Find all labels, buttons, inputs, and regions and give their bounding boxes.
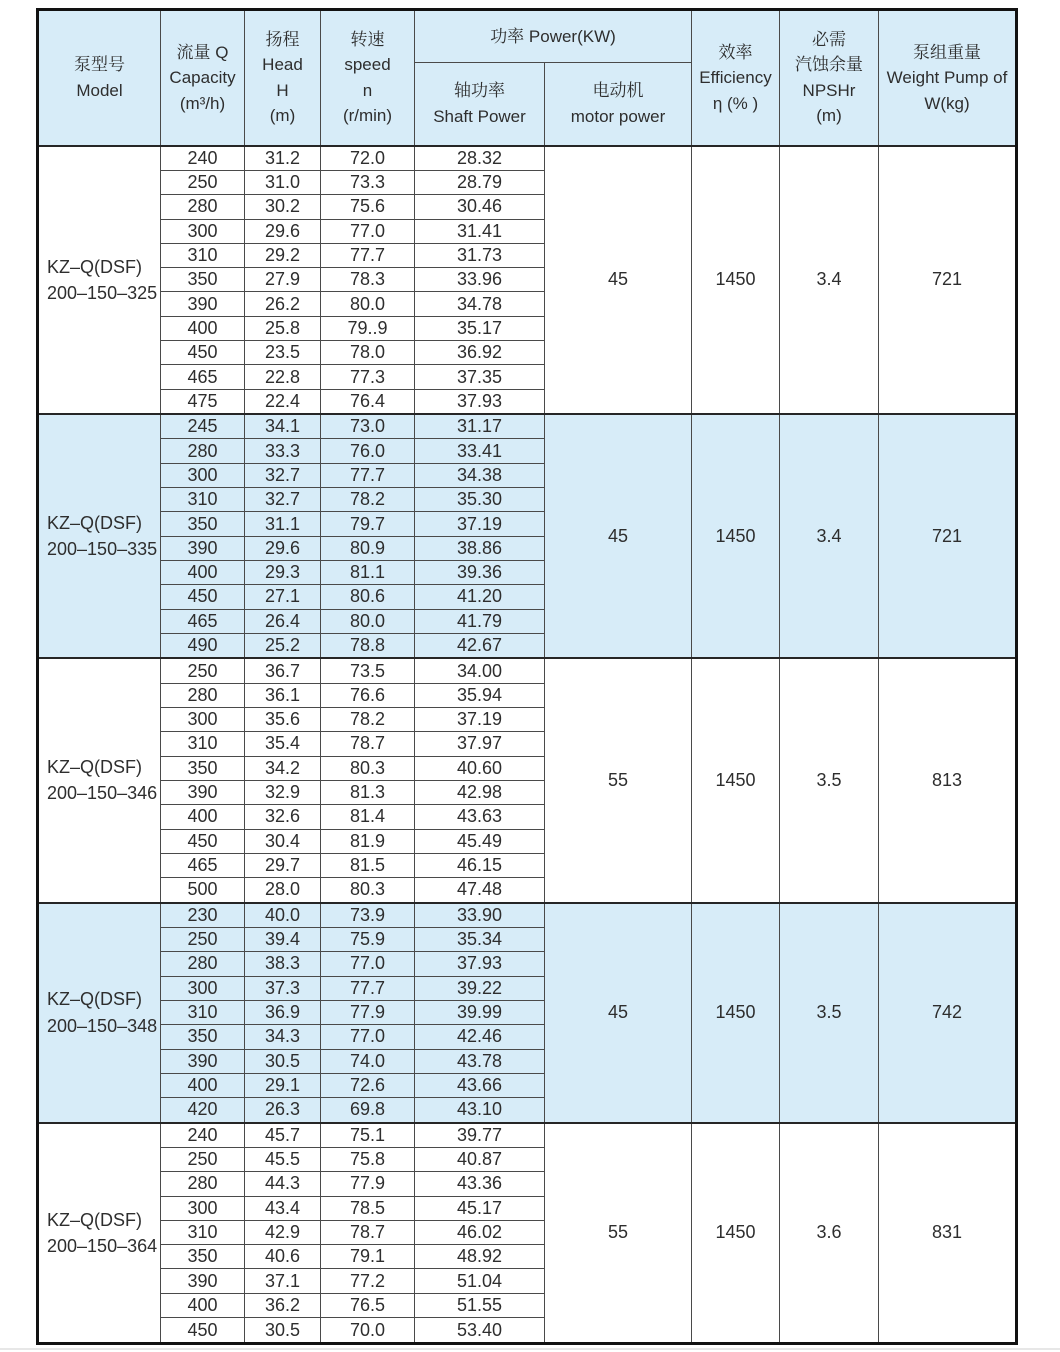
col-header-weight-zh: 泵组重量 xyxy=(913,42,981,62)
head-cell: 32.6 xyxy=(245,805,321,829)
shaft-power-cell: 46.15 xyxy=(415,853,545,877)
model-line1: KZ–Q(DSF) xyxy=(47,1209,143,1230)
head-cell: 45.5 xyxy=(245,1147,321,1171)
motor-power-cell: 45 xyxy=(545,414,692,658)
speed-cell: 70.0 xyxy=(321,1318,415,1344)
capacity-cell: 400 xyxy=(161,1293,245,1317)
capacity-cell: 350 xyxy=(161,1025,245,1049)
shaft-power-cell: 37.97 xyxy=(415,732,545,756)
model-line1: KZ–Q(DSF) xyxy=(47,256,143,277)
shaft-power-cell: 41.20 xyxy=(415,585,545,609)
shaft-power-cell: 53.40 xyxy=(415,1318,545,1344)
model-line2: 200–150–348 xyxy=(47,1015,158,1036)
head-cell: 32.9 xyxy=(245,780,321,804)
shaft-power-cell: 34.78 xyxy=(415,292,545,316)
col-header-model xyxy=(38,10,161,146)
speed-cell: 75.9 xyxy=(321,927,415,951)
col-header-head-zh: 扬程 xyxy=(265,29,300,49)
col-header-motor-power-zh: 电动机 xyxy=(592,81,644,101)
speed-cell: 81.3 xyxy=(321,780,415,804)
capacity-cell: 465 xyxy=(161,853,245,877)
head-cell: 43.4 xyxy=(245,1196,321,1220)
speed-cell: 80.0 xyxy=(321,292,415,316)
model-line2: 200–150–335 xyxy=(47,539,158,560)
head-cell: 44.3 xyxy=(245,1172,321,1196)
capacity-cell: 310 xyxy=(161,732,245,756)
capacity-cell: 350 xyxy=(161,756,245,780)
shaft-power-cell: 28.32 xyxy=(415,146,545,171)
head-cell: 31.1 xyxy=(245,512,321,536)
pump-spec-table xyxy=(36,8,1018,1345)
shaft-power-cell: 42.67 xyxy=(415,633,545,658)
col-header-npshr-zh1: 必需 xyxy=(812,29,846,49)
capacity-cell: 450 xyxy=(161,829,245,853)
shaft-power-cell: 43.66 xyxy=(415,1073,545,1097)
shaft-power-cell: 39.22 xyxy=(415,976,545,1000)
shaft-power-cell: 31.17 xyxy=(415,414,545,439)
capacity-cell: 240 xyxy=(161,146,245,171)
capacity-cell: 250 xyxy=(161,927,245,951)
shaft-power-cell: 39.77 xyxy=(415,1123,545,1148)
head-cell: 29.3 xyxy=(245,561,321,585)
npshr-cell: 3.4 xyxy=(780,414,879,658)
col-header-weight xyxy=(879,10,1017,146)
shaft-power-cell: 36.92 xyxy=(415,341,545,365)
capacity-cell: 250 xyxy=(161,658,245,683)
col-header-efficiency-en: Efficiency xyxy=(699,68,772,87)
capacity-cell: 400 xyxy=(161,1073,245,1097)
capacity-cell: 280 xyxy=(161,1172,245,1196)
shaft-power-cell: 43.78 xyxy=(415,1049,545,1073)
speed-cell: 76.6 xyxy=(321,683,415,707)
speed-cell: 73.3 xyxy=(321,170,415,194)
speed-cell: 69.8 xyxy=(321,1098,415,1123)
col-header-npshr xyxy=(780,10,879,146)
col-header-model-zh: 泵型号 xyxy=(74,55,125,75)
col-header-capacity-unit: (m³/h) xyxy=(179,93,226,113)
shaft-power-cell: 30.46 xyxy=(415,195,545,219)
shaft-power-cell: 46.02 xyxy=(415,1220,545,1244)
capacity-cell: 310 xyxy=(161,488,245,512)
speed-cell: 77.2 xyxy=(321,1269,415,1293)
col-header-model-en: Model xyxy=(76,80,123,100)
speed-cell: 75.1 xyxy=(321,1123,415,1148)
speed-cell: 73.0 xyxy=(321,414,415,439)
model-line1: KZ–Q(DSF) xyxy=(47,989,143,1010)
shaft-power-cell: 35.94 xyxy=(415,683,545,707)
head-cell: 31.2 xyxy=(245,146,321,171)
head-cell: 29.6 xyxy=(245,219,321,243)
col-header-head xyxy=(245,10,321,146)
head-cell: 36.7 xyxy=(245,658,321,683)
capacity-cell: 230 xyxy=(161,903,245,928)
npshr-cell: 3.5 xyxy=(780,903,879,1123)
shaft-power-cell: 35.30 xyxy=(415,488,545,512)
speed-cell: 73.9 xyxy=(321,903,415,928)
speed-cell: 75.8 xyxy=(321,1147,415,1171)
capacity-cell: 400 xyxy=(161,316,245,340)
head-cell: 31.0 xyxy=(245,170,321,194)
head-cell: 27.9 xyxy=(245,268,321,292)
capacity-cell: 475 xyxy=(161,389,245,414)
speed-cell: 79.7 xyxy=(321,512,415,536)
capacity-cell: 465 xyxy=(161,609,245,633)
model-line1: KZ–Q(DSF) xyxy=(47,513,143,534)
weight-cell: 831 xyxy=(879,1123,1017,1344)
capacity-cell: 420 xyxy=(161,1098,245,1123)
col-header-shaft-power-en: Shaft Power xyxy=(433,106,526,126)
col-header-npshr-unit: (m) xyxy=(816,106,842,126)
head-cell: 38.3 xyxy=(245,952,321,976)
head-cell: 26.3 xyxy=(245,1098,321,1123)
head-cell: 27.1 xyxy=(245,585,321,609)
head-cell: 42.9 xyxy=(245,1220,321,1244)
shaft-power-cell: 35.17 xyxy=(415,316,545,340)
capacity-cell: 390 xyxy=(161,1269,245,1293)
capacity-cell: 300 xyxy=(161,463,245,487)
col-header-efficiency-unit: η (% ) xyxy=(712,93,759,113)
head-cell: 35.4 xyxy=(245,732,321,756)
capacity-cell: 390 xyxy=(161,292,245,316)
model-line1: KZ–Q(DSF) xyxy=(47,757,143,778)
efficiency-cell: 1450 xyxy=(692,903,780,1123)
capacity-cell: 350 xyxy=(161,268,245,292)
speed-cell: 77.7 xyxy=(321,243,415,267)
capacity-cell: 310 xyxy=(161,1000,245,1024)
col-header-weight-unit: W(kg) xyxy=(924,93,970,113)
col-header-power-group xyxy=(415,10,692,63)
shaft-power-cell: 33.41 xyxy=(415,439,545,463)
col-header-speed-en: speed xyxy=(344,55,391,75)
capacity-cell: 400 xyxy=(161,805,245,829)
weight-cell: 742 xyxy=(879,903,1017,1123)
table-row xyxy=(38,1123,1017,1148)
speed-cell: 75.6 xyxy=(321,195,415,219)
motor-power-cell: 55 xyxy=(545,1123,692,1344)
capacity-cell: 300 xyxy=(161,1196,245,1220)
model-line2: 200–150–325 xyxy=(47,282,158,303)
shaft-power-cell: 33.96 xyxy=(415,268,545,292)
table-row xyxy=(38,146,1017,171)
col-header-motor-power-en: motor power xyxy=(570,106,666,126)
shaft-power-cell: 45.17 xyxy=(415,1196,545,1220)
col-header-capacity xyxy=(161,10,245,146)
col-header-head-unit: (m) xyxy=(269,106,296,126)
head-cell: 29.2 xyxy=(245,243,321,267)
shaft-power-cell: 43.36 xyxy=(415,1172,545,1196)
head-cell: 32.7 xyxy=(245,463,321,487)
table-body xyxy=(38,146,1017,1344)
npshr-cell: 3.4 xyxy=(780,146,879,415)
shaft-power-cell: 39.36 xyxy=(415,561,545,585)
speed-cell: 77.3 xyxy=(321,365,415,389)
shaft-power-cell: 37.93 xyxy=(415,952,545,976)
efficiency-cell: 1450 xyxy=(692,146,780,415)
head-cell: 40.6 xyxy=(245,1245,321,1269)
head-cell: 28.0 xyxy=(245,878,321,903)
head-cell: 35.6 xyxy=(245,708,321,732)
capacity-cell: 310 xyxy=(161,1220,245,1244)
speed-cell: 77.9 xyxy=(321,1172,415,1196)
head-cell: 29.7 xyxy=(245,853,321,877)
shaft-power-cell: 37.93 xyxy=(415,389,545,414)
shaft-power-cell: 31.73 xyxy=(415,243,545,267)
speed-cell: 81.9 xyxy=(321,829,415,853)
capacity-cell: 300 xyxy=(161,708,245,732)
shaft-power-cell: 34.00 xyxy=(415,658,545,683)
shaft-power-cell: 48.92 xyxy=(415,1245,545,1269)
shaft-power-cell: 28.79 xyxy=(415,170,545,194)
speed-cell: 78.2 xyxy=(321,488,415,512)
capacity-cell: 245 xyxy=(161,414,245,439)
speed-cell: 72.6 xyxy=(321,1073,415,1097)
col-header-head-en: Head xyxy=(262,55,303,75)
head-cell: 22.4 xyxy=(245,389,321,414)
weight-cell: 721 xyxy=(879,414,1017,658)
head-cell: 30.5 xyxy=(245,1318,321,1344)
table-header xyxy=(38,10,1017,146)
speed-cell: 77.0 xyxy=(321,219,415,243)
capacity-cell: 450 xyxy=(161,341,245,365)
head-cell: 26.4 xyxy=(245,609,321,633)
shaft-power-cell: 37.19 xyxy=(415,512,545,536)
col-header-speed-symbol: n xyxy=(362,80,373,100)
col-header-capacity-zh: 流量 Q xyxy=(176,42,229,62)
col-header-motor-power xyxy=(545,63,692,146)
table-row xyxy=(38,414,1017,439)
speed-cell: 77.7 xyxy=(321,463,415,487)
capacity-cell: 310 xyxy=(161,243,245,267)
head-cell: 29.6 xyxy=(245,536,321,560)
speed-cell: 80.6 xyxy=(321,585,415,609)
shaft-power-cell: 37.19 xyxy=(415,708,545,732)
table-row xyxy=(38,658,1017,683)
col-header-shaft-power-zh: 轴功率 xyxy=(454,81,505,101)
npshr-cell: 3.6 xyxy=(780,1123,879,1344)
speed-cell: 78.5 xyxy=(321,1196,415,1220)
head-cell: 30.5 xyxy=(245,1049,321,1073)
col-header-weight-en: Weight Pump of xyxy=(886,68,1008,87)
col-header-efficiency xyxy=(692,10,780,146)
speed-cell: 80.9 xyxy=(321,536,415,560)
shaft-power-cell: 31.41 xyxy=(415,219,545,243)
speed-cell: 77.9 xyxy=(321,1000,415,1024)
head-cell: 26.2 xyxy=(245,292,321,316)
speed-cell: 81.4 xyxy=(321,805,415,829)
shaft-power-cell: 42.98 xyxy=(415,780,545,804)
head-cell: 34.2 xyxy=(245,756,321,780)
model-cell xyxy=(38,1123,161,1344)
speed-cell: 81.5 xyxy=(321,853,415,877)
shaft-power-cell: 51.04 xyxy=(415,1269,545,1293)
speed-cell: 76.5 xyxy=(321,1293,415,1317)
shaft-power-cell: 45.49 xyxy=(415,829,545,853)
col-header-npshr-zh2: 汽蚀余量 xyxy=(795,55,863,75)
head-cell: 29.1 xyxy=(245,1073,321,1097)
col-header-speed-zh: 转速 xyxy=(350,29,385,49)
speed-cell: 78.2 xyxy=(321,708,415,732)
shaft-power-cell: 51.55 xyxy=(415,1293,545,1317)
shaft-power-cell: 34.38 xyxy=(415,463,545,487)
head-cell: 37.1 xyxy=(245,1269,321,1293)
speed-cell: 78.0 xyxy=(321,341,415,365)
capacity-cell: 280 xyxy=(161,683,245,707)
head-cell: 39.4 xyxy=(245,927,321,951)
shaft-power-cell: 43.63 xyxy=(415,805,545,829)
capacity-cell: 300 xyxy=(161,976,245,1000)
head-cell: 45.7 xyxy=(245,1123,321,1148)
head-cell: 25.2 xyxy=(245,633,321,658)
shaft-power-cell: 47.48 xyxy=(415,878,545,903)
capacity-cell: 300 xyxy=(161,219,245,243)
shaft-power-cell: 35.34 xyxy=(415,927,545,951)
efficiency-cell: 1450 xyxy=(692,414,780,658)
model-cell xyxy=(38,146,161,415)
head-cell: 25.8 xyxy=(245,316,321,340)
speed-cell: 78.8 xyxy=(321,633,415,658)
col-header-capacity-en: Capacity xyxy=(169,68,236,87)
col-header-shaft-power xyxy=(415,63,545,146)
shaft-power-cell: 40.87 xyxy=(415,1147,545,1171)
capacity-cell: 450 xyxy=(161,585,245,609)
capacity-cell: 350 xyxy=(161,512,245,536)
head-cell: 22.8 xyxy=(245,365,321,389)
capacity-cell: 280 xyxy=(161,195,245,219)
efficiency-cell: 1450 xyxy=(692,658,780,902)
head-cell: 34.1 xyxy=(245,414,321,439)
head-cell: 36.1 xyxy=(245,683,321,707)
model-line2: 200–150–364 xyxy=(47,1235,158,1256)
head-cell: 23.5 xyxy=(245,341,321,365)
speed-cell: 76.0 xyxy=(321,439,415,463)
shaft-power-cell: 33.90 xyxy=(415,903,545,928)
head-cell: 36.2 xyxy=(245,1293,321,1317)
col-header-npshr-en: NPSHr xyxy=(802,80,856,100)
head-cell: 34.3 xyxy=(245,1025,321,1049)
efficiency-cell: 1450 xyxy=(692,1123,780,1344)
col-header-efficiency-zh: 效率 xyxy=(718,42,753,62)
speed-cell: 79..9 xyxy=(321,316,415,340)
page-edge-shadow xyxy=(0,1348,1060,1350)
shaft-power-cell: 40.60 xyxy=(415,756,545,780)
capacity-cell: 250 xyxy=(161,1147,245,1171)
motor-power-cell: 45 xyxy=(545,903,692,1123)
shaft-power-cell: 42.46 xyxy=(415,1025,545,1049)
model-cell xyxy=(38,414,161,658)
table-row xyxy=(38,903,1017,928)
speed-cell: 80.3 xyxy=(321,756,415,780)
capacity-cell: 350 xyxy=(161,1245,245,1269)
shaft-power-cell: 37.35 xyxy=(415,365,545,389)
speed-cell: 79.1 xyxy=(321,1245,415,1269)
col-header-speed xyxy=(321,10,415,146)
speed-cell: 78.3 xyxy=(321,268,415,292)
speed-cell: 77.0 xyxy=(321,952,415,976)
capacity-cell: 500 xyxy=(161,878,245,903)
motor-power-cell: 55 xyxy=(545,658,692,902)
capacity-cell: 280 xyxy=(161,952,245,976)
speed-cell: 80.3 xyxy=(321,878,415,903)
capacity-cell: 465 xyxy=(161,365,245,389)
motor-power-cell: 45 xyxy=(545,146,692,415)
head-cell: 30.4 xyxy=(245,829,321,853)
weight-cell: 813 xyxy=(879,658,1017,902)
speed-cell: 73.5 xyxy=(321,658,415,683)
speed-cell: 76.4 xyxy=(321,389,415,414)
head-cell: 32.7 xyxy=(245,488,321,512)
head-cell: 33.3 xyxy=(245,439,321,463)
shaft-power-cell: 39.99 xyxy=(415,1000,545,1024)
capacity-cell: 450 xyxy=(161,1318,245,1344)
speed-cell: 77.7 xyxy=(321,976,415,1000)
shaft-power-cell: 43.10 xyxy=(415,1098,545,1123)
pump-spec-sheet xyxy=(36,8,1018,1345)
speed-cell: 72.0 xyxy=(321,146,415,171)
col-header-power-label: 功率 Power(KW) xyxy=(490,26,616,46)
model-cell xyxy=(38,658,161,902)
capacity-cell: 240 xyxy=(161,1123,245,1148)
col-header-speed-unit: (r/min) xyxy=(342,106,393,126)
capacity-cell: 390 xyxy=(161,536,245,560)
capacity-cell: 250 xyxy=(161,170,245,194)
capacity-cell: 490 xyxy=(161,633,245,658)
capacity-cell: 390 xyxy=(161,780,245,804)
npshr-cell: 3.5 xyxy=(780,658,879,902)
speed-cell: 77.0 xyxy=(321,1025,415,1049)
head-cell: 30.2 xyxy=(245,195,321,219)
speed-cell: 78.7 xyxy=(321,1220,415,1244)
weight-cell: 721 xyxy=(879,146,1017,415)
model-cell xyxy=(38,903,161,1123)
head-cell: 36.9 xyxy=(245,1000,321,1024)
shaft-power-cell: 41.79 xyxy=(415,609,545,633)
col-header-head-symbol: H xyxy=(276,80,289,100)
model-line2: 200–150–346 xyxy=(47,783,158,804)
capacity-cell: 390 xyxy=(161,1049,245,1073)
speed-cell: 81.1 xyxy=(321,561,415,585)
head-cell: 37.3 xyxy=(245,976,321,1000)
shaft-power-cell: 38.86 xyxy=(415,536,545,560)
speed-cell: 74.0 xyxy=(321,1049,415,1073)
speed-cell: 80.0 xyxy=(321,609,415,633)
head-cell: 40.0 xyxy=(245,903,321,928)
capacity-cell: 280 xyxy=(161,439,245,463)
speed-cell: 78.7 xyxy=(321,732,415,756)
capacity-cell: 400 xyxy=(161,561,245,585)
